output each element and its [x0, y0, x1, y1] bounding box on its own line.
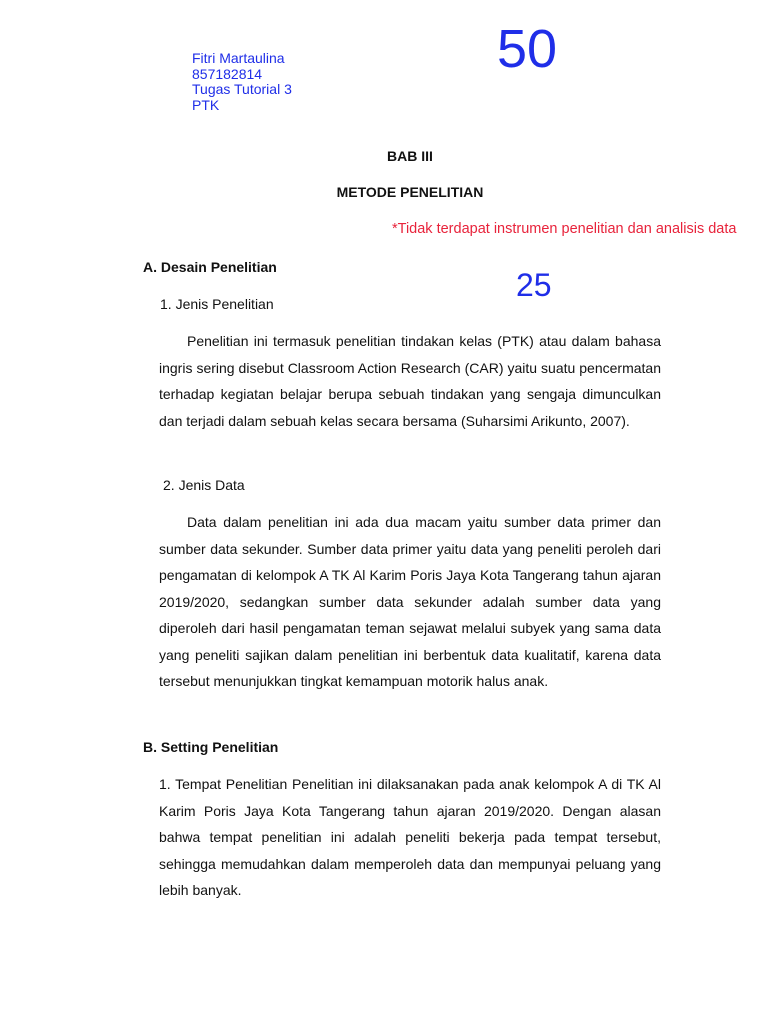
student-name: Fitri Martaulina — [192, 50, 285, 66]
student-identity-block — [192, 51, 292, 113]
jenis-data-paragraph: Data dalam penelitian ini ada dua macam yaitu sumber data primer dan sumber data sekunder. Sumber data primer yaitu data yang peneliti peroleh dari pengamatan di kelompok A TK Al Karim Poris Jaya Kota Tangerang tahun ajaran 2019/2020, sedangkan sumber data sekunder adalah sumber data yang diperoleh dari hasil pengamatan teman sejawat melalui subyek yang sama data yang peneliti sajikan dalam penelitian ini berbentuk data kualitatif, karena data tersebut menunjukkan tingkat kemampuan motorik halus anak. — [159, 514, 661, 689]
section-score: 25 — [516, 267, 552, 303]
grader-note: *Tidak terdapat instrumen penelitian dan analisis data — [392, 221, 737, 237]
chapter-title: METODE PENELITIAN — [336, 184, 484, 200]
section-a-heading: A. Desain Penelitian — [143, 259, 277, 275]
course-label: PTK — [192, 96, 220, 113]
total-score: 50 — [497, 19, 558, 79]
student-nim: 857182814 — [192, 65, 263, 82]
tempat-penelitian-paragraph: 1. Tempat Penelitian Penelitian ini dilaksanakan pada anak kelompok A di TK Al Karim Poris Jaya Kota Tangerang tahun ajaran 2019/2020. Dengan alasan bahwa tempat penelitian ini adalah peneliti bekerja pada tempat tersebut, sehingga memudahkan dalam memperoleh data dan mempunyai peluang yang lebih banyak. — [159, 776, 661, 898]
jenis-penelitian-paragraph: Penelitian ini termasuk penelitian tindakan kelas (PTK) atau dalam bahasa ingris sering disebut Classroom Action Research (CAR) yaitu suatu pencermatan terhadap kegiatan belajar berupa sebuah tindakan yang sengaja dimunculkan dan terjadi dalam sebuah kelas secara bersama (Suharsimi Arikunto, 2007). — [159, 333, 661, 429]
jenis-data-heading: 2. Jenis Data — [163, 477, 245, 493]
section-b-heading: B. Setting Penelitian — [143, 739, 279, 755]
jenis-penelitian-heading: 1. Jenis Penelitian — [160, 296, 274, 312]
assignment-label: Tugas Tutorial 3 — [192, 81, 292, 97]
chapter-number: BAB III — [387, 148, 433, 164]
